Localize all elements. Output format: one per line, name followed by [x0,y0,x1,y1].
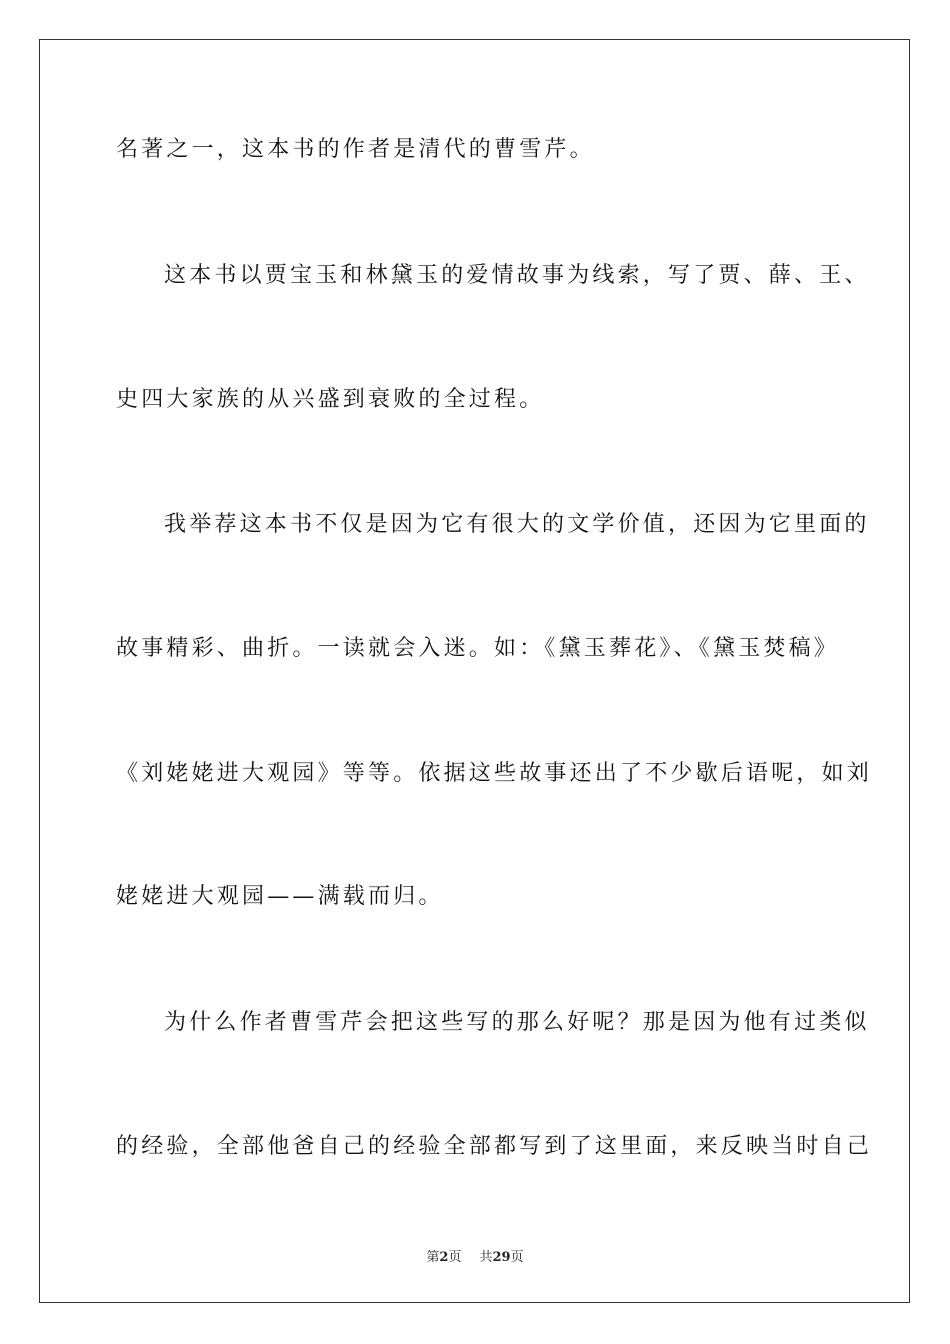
total-prefix: 共 [479,1250,493,1265]
text-line-7: 姥姥进大观园——满载而归。 [116,884,444,909]
text-line-5: 故事精彩、曲折。一读就会入迷。如：《黛玉葬花》、《黛玉焚稿》 [116,636,840,661]
page-footer [0,1246,950,1265]
text-line-9: 的经验，全部他爸自己的经验全部都写到了这里面，来反映当时自己 [116,1134,873,1159]
text-line-6: 《刘姥姥进大观园》等等。依据这些故事还出了不少歇后语呢，如刘 [116,761,873,786]
page-border [39,39,910,1303]
total-suffix: 页 [510,1250,524,1265]
text-line-4: 我举荐这本书不仅是因为它有很大的文学价值，还因为它里面的 [164,512,870,537]
page-prefix: 第 [426,1250,440,1265]
text-line-3: 史四大家族的从兴盛到衰败的全过程。 [116,387,545,412]
page-number: 2 [439,1250,449,1265]
page-suffix: 页 [448,1250,462,1265]
total-pages: 29 [492,1250,511,1265]
text-line-1: 名著之一，这本书的作者是清代的曹雪芹。 [116,137,595,162]
text-line-2: 这本书以贾宝玉和林黛玉的爱情故事为线索，写了贾、薛、王、 [164,263,870,288]
text-line-8: 为什么作者曹雪芹会把这些写的那么好呢？那是因为他有过类似 [164,1010,870,1035]
